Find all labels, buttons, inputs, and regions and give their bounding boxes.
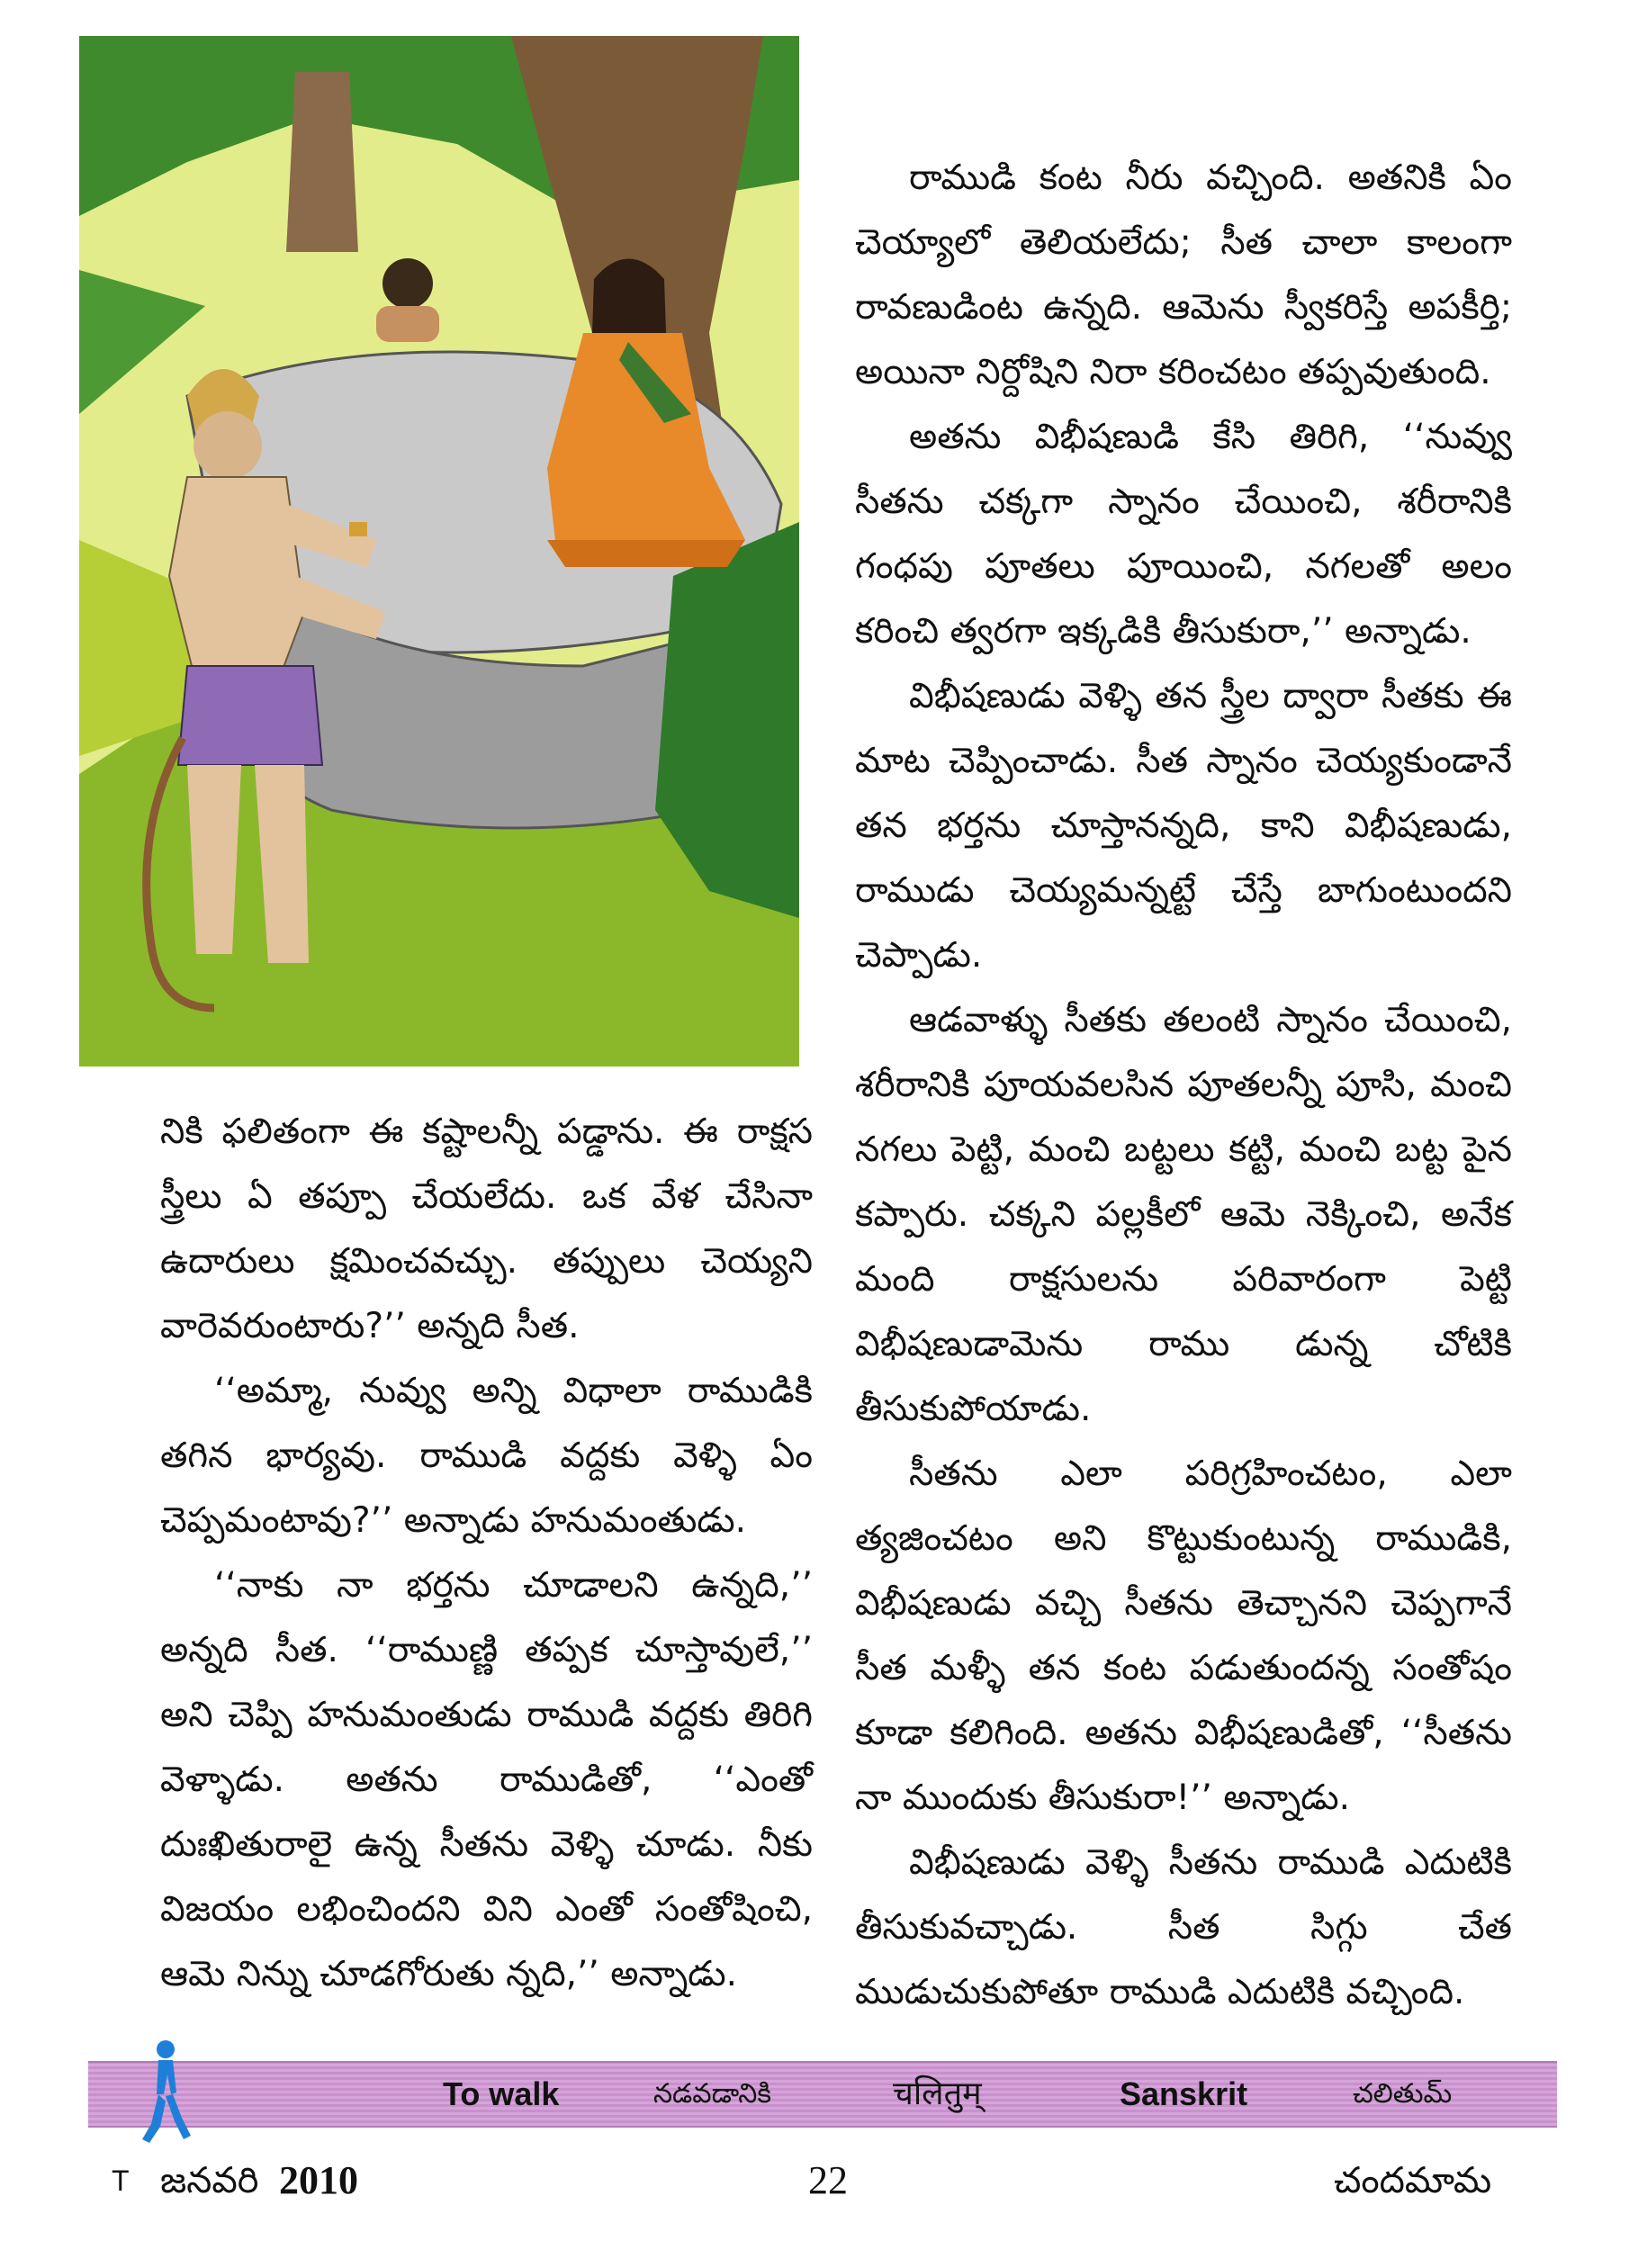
vocab-language: Sanskrit	[1120, 2075, 1248, 2112]
right-paragraph-3: విభీషణుడు వెళ్ళి తన స్త్రీల ద్వారా సీతకు ఈ మాట చెప్పించాడు. సీత స్నానం చెయ్యకుండానే తన భర్తను చూస్తానన్నది, కాని విభీషణుడు, రాముడు చెయ్యమన్నట్టే చేస్తే బాగుంటుందని చెప్పాడు.	[855, 676, 1512, 976]
figure-head-back	[382, 258, 433, 309]
walking-person-icon	[131, 2038, 194, 2146]
footer-year: 2010	[279, 2158, 358, 2202]
tree-trunk-back	[286, 72, 358, 252]
vocab-english: To walk	[443, 2075, 560, 2112]
sita-sari-hem	[547, 540, 745, 567]
hanuman-bracelet	[349, 522, 367, 536]
hanuman-torso	[169, 477, 304, 684]
hanuman-head	[194, 411, 262, 480]
right-paragraph-5: సీతను ఎలా పరిగ్రహించటం, ఎలా త్యజించటం అని కొట్టుకుంటున్న రాముడికి, విభీషణుడు వచ్చి సీతను తెచ్చానని చెప్పగానే సీత మళ్ళీ తన కంట పడుతుందన్న సంతోషం కూడా కలిగింది. అతను విభీషణుడితో, ‘‘సీతను నా ముందుకు తీసుకురా!’’ అన్నాడు.	[855, 1454, 1512, 1818]
left-paragraph-1: నికి ఫలితంగా ఈ కష్టాలన్నీ పడ్డాను. ఈ రాక్షస స్త్రీలు ఏ తప్పూ చేయలేదు. ఒక వేళ చేసినా ఉదారులు క్షమించవచ్చు. తప్పులు చెయ్యని వారెవరుంటారు?’’ అన్నది సీత.	[160, 1112, 813, 1346]
left-paragraph-3: ‘‘నాకు నా భర్తను చూడాలని ఉన్నది,’’ అన్నది సీత. ‘‘రాముణ్ణి తప్పక చూస్తావులే,’’ అని చెప్పి హనుమంతుడు రాముడి వద్దకు తిరిగి వెళ్ళాడు. అతను రాముడితో, ‘‘ఎంతో దుఃఖితురాలై ఉన్న సీతను వెళ్ళి చూడు. నీకు విజయం లభించిందని విని ఎంతో సంతోషించి, ఆమె నిన్ను చూడగోరుతు న్నది,’’ అన్నాడు.	[160, 1565, 813, 1994]
right-paragraph-1: రాముడి కంట నీరు వచ్చింది. అతనికి ఏం చెయ్యాలో తెలియలేదు; సీత చాలా కాలంగా రావణుడింట ఉన్నది. ఆమెను స్వీకరిస్తే అపకీర్తి; అయినా నిర్దోషిని నిరా కరించటం తప్పవుతుంది.	[855, 158, 1512, 392]
magazine-name: చందమామ	[1334, 2160, 1492, 2201]
vocab-hindi: चलितुम्	[893, 2075, 982, 2112]
figure-shoulders-back	[376, 306, 439, 342]
hanuman-leg-left	[187, 765, 241, 954]
vocab-telugu: నడవడానికి	[653, 2078, 771, 2110]
right-paragraph-2: అతను విభీషణుడి కేసి తిరిగి, ‘‘నువ్వు సీతను చక్కగా స్నానం చేయించి, శరీరానికి గంధపు పూతలు పూయించి, నగలతో అలం కరించి త్వరగా ఇక్కడికి తీసుకురా,’’ అన్నాడు.	[855, 417, 1512, 652]
right-paragraph-6: విభీషణుడు వెళ్ళి సీతను రాముడి ఎదుటికి తీసుకువచ్చాడు. సీత సిగ్గు చేత ముడుచుకుపోతూ రాముడి ఎదుటికి వచ్చింది.	[855, 1842, 1512, 2012]
vocabulary-band	[88, 2061, 1557, 2128]
hanuman-dhoti	[178, 666, 322, 765]
left-text-column	[160, 1100, 813, 2007]
story-illustration	[79, 36, 799, 1066]
vocab-transliteration: చలితుమ్	[1353, 2078, 1453, 2110]
right-text-column	[855, 146, 1512, 2025]
left-paragraph-2: ‘‘అమ్మా, నువ్వు అన్ని విధాలా రాముడికి తగిన భార్యవు. రాముడి వద్దకు వెళ్ళి ఏం చెప్పమంటావు?’’ అన్నాడు హనుమంతుడు.	[160, 1371, 813, 1541]
right-paragraph-4: ఆడవాళ్ళు సీతకు తలంటి స్నానం చేయించి, శరీరానికి పూయవలసిన పూతలన్నీ పూసి, మంచి నగలు పెట్టి, మంచి బట్టలు కట్టి, మంచి బట్ట పైన కప్పారు. చక్కని పల్లకీలో ఆమె నెక్కించి, అనేక మంది రాక్షసులను పరివారంగా పెట్టి విభీషణుడామెను రాము డున్న చోటికి తీసుకుపోయాడు.	[855, 1000, 1512, 1429]
illustration-hanuman-meets-sita	[79, 36, 799, 1066]
page-number: 22	[808, 2158, 848, 2202]
footer-month: జనవరి	[160, 2160, 259, 2201]
footer-letter: T	[112, 2164, 130, 2197]
